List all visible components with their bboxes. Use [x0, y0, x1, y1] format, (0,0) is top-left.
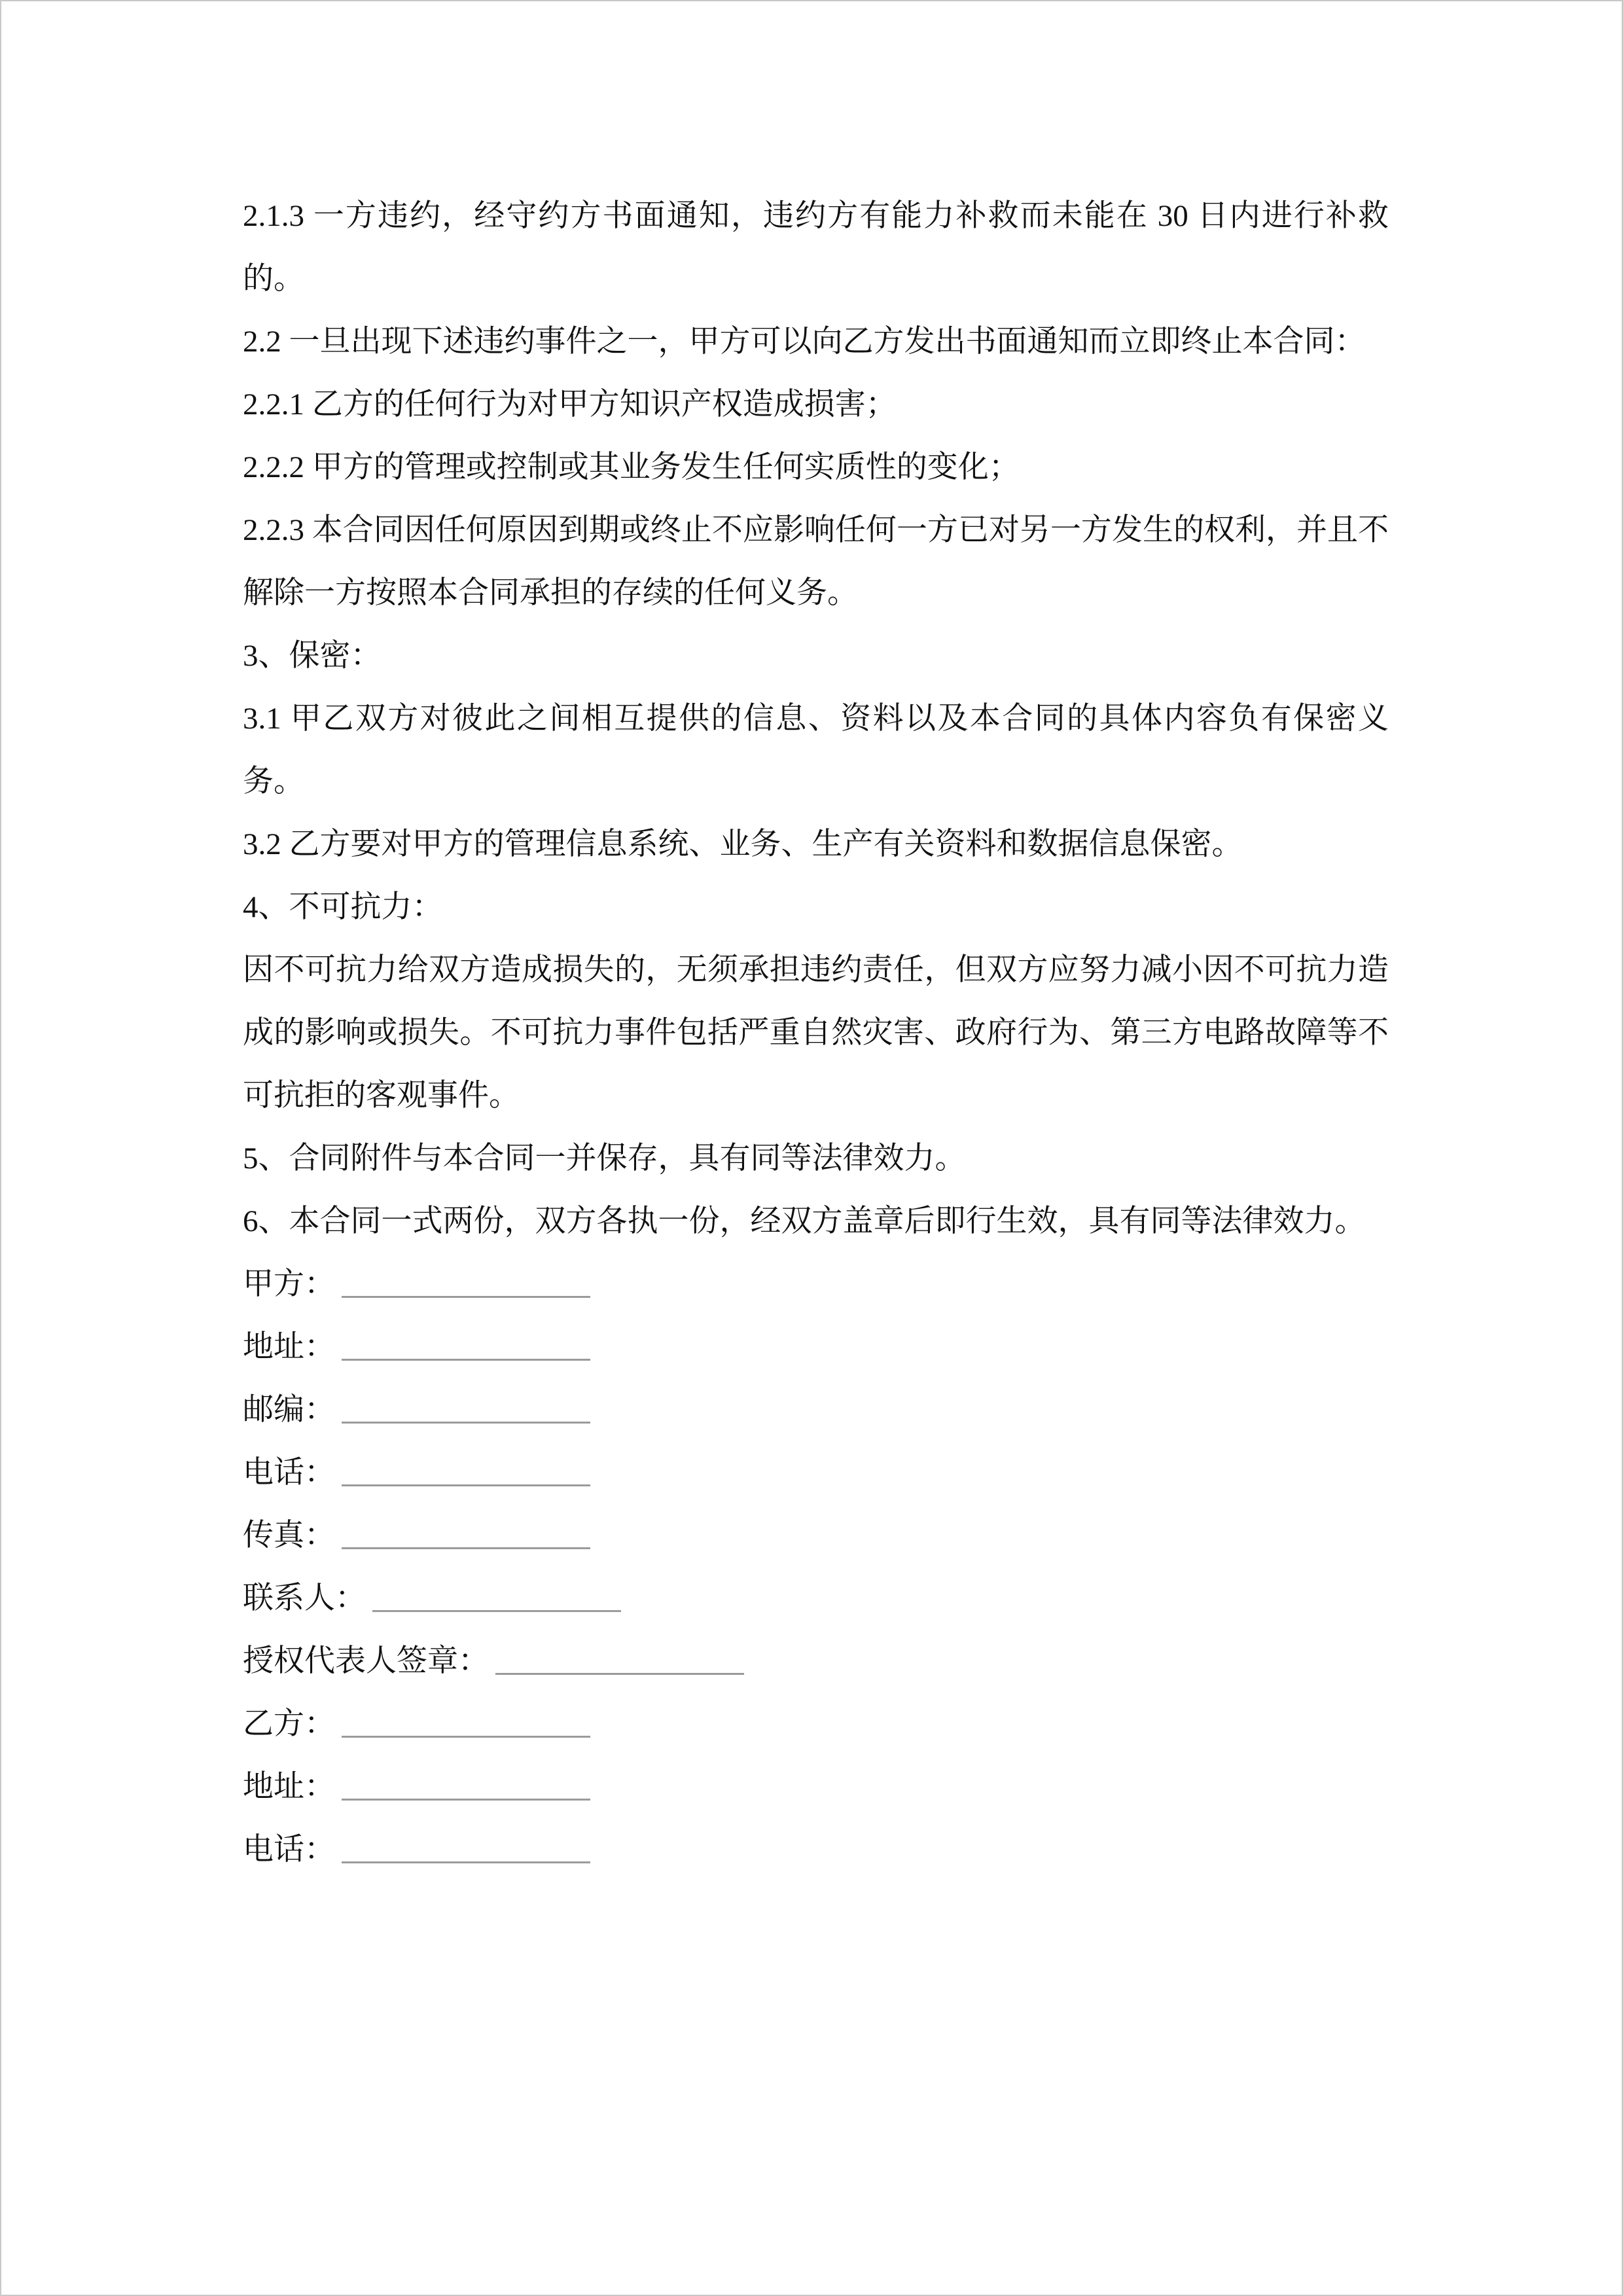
phone-a-label: 电话： [243, 1456, 335, 1490]
signature-row-party-b [243, 1693, 1389, 1755]
party-a-label: 甲方： [243, 1267, 335, 1301]
zipcode-fill-line [342, 1395, 590, 1424]
party-b-fill-line [342, 1710, 590, 1738]
address-b-fill-line [342, 1772, 590, 1801]
address-b-label: 地址： [243, 1770, 335, 1804]
address-a-label: 地址： [243, 1330, 335, 1364]
clause-6: 6、本合同一式两份，双方各执一份，经双方盖章后即行生效，具有同等法律效力。 [243, 1204, 1366, 1238]
clause-3-2: 3.2 乙方要对甲方的管理信息系统、业务、生产有关资料和数据信息保密。 [243, 827, 1243, 861]
section-3-heading: 3、保密： [243, 639, 382, 673]
party-b-label: 乙方： [243, 1707, 335, 1741]
signature-row-party-a [243, 1253, 1389, 1316]
signature-row-fax [243, 1504, 1389, 1567]
clause-2-2: 2.2 一旦出现下述违约事件之一，甲方可以向乙方发出书面通知而立即终止本合同： [243, 325, 1366, 359]
contact-person-label: 联系人： [243, 1581, 366, 1615]
signature-row-contact-person [243, 1567, 1389, 1630]
signature-row-phone-a [243, 1441, 1389, 1504]
section-4-heading: 4、不可抗力： [243, 890, 443, 924]
phone-b-label: 电话： [243, 1833, 335, 1867]
party-a-fill-line [342, 1270, 590, 1298]
signature-row-phone-b [243, 1818, 1389, 1881]
authorized-representative-label: 授权代表人签章： [243, 1644, 489, 1678]
clause-4-body: 因不可抗力给双方造成损失的，无须承担违约责任，但双方应努力减小因不可抗力造成的影响或损失。不可抗力事件包括严重自然灾害、政府行为、第三方电路故障等不可抗拒的客观事件。 [243, 953, 1389, 1113]
signature-row-address-a [243, 1316, 1389, 1378]
clause-2-2-1: 2.2.1 乙方的任何行为对甲方知识产权造成损害； [243, 387, 897, 422]
clause-2-2-2: 2.2.2 甲方的管理或控制或其业务发生任何实质性的变化； [243, 450, 1020, 484]
phone-a-fill-line [342, 1458, 590, 1486]
signature-row-authorized-representative [243, 1630, 1389, 1693]
clause-2-1-3: 2.1.3 一方违约，经守约方书面通知，违约方有能力补救而未能在 30 日内进行补救的。 [243, 199, 1389, 296]
fax-label: 传真： [243, 1518, 335, 1552]
fax-fill-line [342, 1521, 590, 1549]
signature-row-address-b [243, 1755, 1389, 1818]
phone-b-fill-line [342, 1835, 590, 1863]
zipcode-label: 邮编： [243, 1393, 335, 1427]
signature-row-zipcode [243, 1378, 1389, 1441]
clause-2-2-3: 2.2.3 本合同因任何原因到期或终止不应影响任何一方已对另一方发生的权利，并且不解除一方按照本合同承担的存续的任何义务。 [243, 513, 1389, 610]
address-a-fill-line [342, 1333, 590, 1361]
clause-5: 5、合同附件与本合同一并保存，具有同等法律效力。 [243, 1141, 966, 1175]
contact-person-fill-line [372, 1584, 621, 1612]
clause-3-1: 3.1 甲乙双方对彼此之间相互提供的信息、资料以及本合同的具体内容负有保密义务。 [243, 702, 1389, 798]
authorized-representative-fill-line [495, 1647, 744, 1675]
